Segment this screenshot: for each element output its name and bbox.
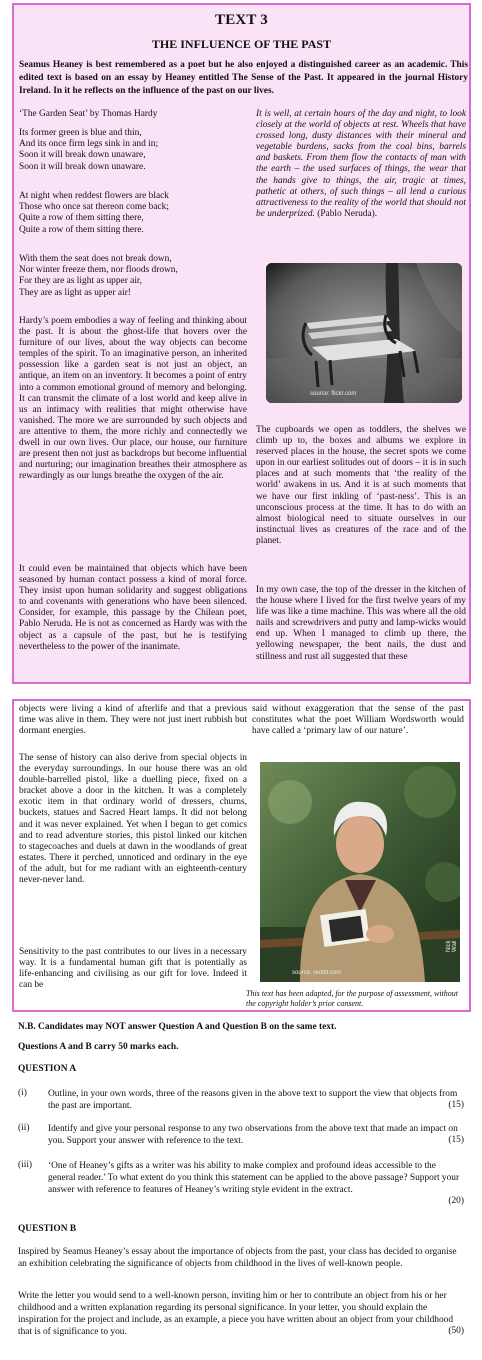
adapted-note: This text has been adapted, for the purpose of assessment, without the copyright holder’s prior consent. [246,989,458,1008]
left-paragraph-1: Hardy’s poem embodies a way of feeling and thinking about the past. It is about the ghost-life that hovers over the furniture of our lives, about the way objects can become temples of the spirit. To an imaginative person, an inherited possession like a garden seat is not just an object, an antique, an item on an inventory. It becomes a point of entry into a common emotional ground of memory and belonging. It can transmit the climate of a lost world and keep alive in us an intimacy with realities that might otherwise have vanished. The more we are surrounded by such objects and are attentive to them, the more richly and connectedly we dwell in our own lives. Our place, our house, our furniture are present then not just as backdrops but become influential and nurturing; our imagination breathes their atmosphere as rewardingly as our lungs breathe the oxygen of the air. [19,316,247,482]
right-paragraph-2: In my own case, the top of the dresser in the kitchen of the house where I lived for the first twelve years of my life was like a time machine. This was where all the old nails and screwdrivers and putty and lamp-wicks would end up. When I managed to climb up there, the yellowing newspaper, the bent nails, the dust and stillness and rust all suggested that these [256,585,466,662]
poem-stanza-2: At night when reddest flowers are black Those who once sat thereon come back; Quite a row of them sitting there, Quite a row of them sitting there. [19,191,169,235]
photo1-source: source: flickr.com [310,391,357,397]
poem-title: ‘The Garden Seat’ by Thomas Hardy [19,109,158,119]
seamus-heaney-portrait [260,762,460,982]
qa-3-number: (iii) [18,1160,33,1170]
qa-3-marks: (20) [448,1196,464,1206]
intro-paragraph: Seamus Heaney is best remembered as a poet but he also enjoyed a distinguished career as an academic. This edited text is based on an essay by Heaney entitled The Sense of the Past. It appeared in the journal History Ireland. In it he reflects on the influence of the past on our lives. [19,60,468,97]
neruda-quote-text: It is well, at certain hours of the day and night, to look closely at the world of objects at rest. Wheels that have crossed long, dusty distances with their mineral and vegetable burdens, sacks from the coal bins, barrels and baskets. From them flow the contacts of man with the earth – the used surfaces of things, the wear that the hands give to things, the air, tragic at times, pathetic at others, of such things – all lend a curious attractiveness to the reality of the world that should not be underprized. [256,109,466,219]
marks-note: Questions A and B carry 50 marks each. [18,1042,179,1052]
garden-seat-illustration [266,263,462,403]
photo2-source: source: reddit.com [292,970,342,976]
p2-left-paragraph-2: The sense of history can also derive from special objects in the everyday surroundings. In our house there was an old double-barrelled pistol, like a duelling piece, fixed on a bracket above a door in the kitchen. It was a completely exotic item in that ordinary world of dressers, churns, buckets, statues and Sacred Heart lamps. It did not belong and it was never explained. Yet when I began to get comics and to read adventure stories, this pistol linked our kitchen to stagecoaches and duels at dawn in the woodlands of great estates. There it perched, unnoticed and ordinary in the eye of the adult, but for me radiant with an eighteenth-century never-never land. [19,753,247,886]
qb-marks: (50) [448,1326,464,1336]
qb-paragraph-1: Inspired by Seamus Heaney’s essay about the importance of objects from the past, your class has decided to organise an exhibition celebrating the significance of objects from childhood in the lives of well-known people. [18,1247,457,1269]
qb-paragraph-2: Write the letter you would send to a well-known person, inviting him or her to contribute an object from his or her childhood and a written explanation regarding its personal significance. In your letter, you should explain the inspiration for the project and include, as an example, a piece you have written about an object from your childhood that is of significance to you. [18,1291,454,1337]
text-panel-page-2 [12,699,471,1012]
qa-3-text: ‘One of Heaney’s gifts as a writer was his ability to make complex and profound ideas accessible to the general reader.’ To what extent do you think this statement can be applied to the above passage? Support your answer with reference to features of Heaney’s writing style evident in the extract. [48,1161,460,1195]
photo2-credit: Nick Wall [446,940,458,952]
text-panel-page-1 [12,3,471,684]
qa-1-marks: (15) [448,1100,464,1110]
qa-2-text: Identify and give your personal response to any two observations from the above text that made an impact on you. Support your answer with reference to the text. [48,1124,458,1146]
qa-1-text: Outline, in your own words, three of the reasons given in the above text to support the view that objects from the past are important. [48,1089,458,1111]
garden-seat-photo [266,263,462,403]
p2-left-paragraph-3: Sensitivity to the past contributes to our lives in a necessary way. It is a fundamental human gift that is potentially as life-enhancing and civilising as our gift for love. Indeed it can be [19,947,247,991]
p2-right-paragraph-1: said without exaggeration that the sense of the past constitutes what the poet William Wordsworth would have called a ‘primary law of our nature’. [252,704,464,737]
text-number-heading: TEXT 3 [214,12,269,28]
poem-stanza-3: With them the seat does not break down, Nor winter freeze them, nor floods drown, For they are as light as upper air, They are as light as upper air! [19,254,178,298]
neruda-attribution: (Pablo Neruda). [317,208,378,219]
nb-note: N.B. Candidates may NOT answer Question A and Question B on the same text. [18,1022,337,1032]
question-b-heading: QUESTION B [18,1224,77,1234]
left-paragraph-2: It could even be maintained that objects which have been seasoned by human contact possess a kind of moral force. They insist upon human solidarity and suggest obligations to and covenants with generations who have been silenced. Consider, for example, this passage by the Chilean poet, Pablo Neruda. He is not as concerned as Hardy was with the object as a capsule of the past, but he is testifying nevertheless to the power of the inanimate. [19,564,247,652]
portrait-illustration [260,762,460,982]
right-paragraph-1: The cupboards we open as toddlers, the shelves we climb up to, the boxes and albums we explore in reserved places in the house, the secret spots we come upon in our earliest solitudes out of doors – it is in such places and at such moments that ‘the reality of the world’ awakens in us. And it is at such moments that we have our first inkling of ‘past-ness’. This is an unconscious process at the time. It has to do with an almost biological need to situate ourselves in our instinctual lives as creatures of the race and of the planet. [256,425,466,546]
qa-2-marks: (15) [448,1135,464,1145]
poem-stanza-1: Its former green is blue and thin, And its once firm legs sink in and in; Soon it will break down unaware, Soon it will break down unaware. [19,128,159,172]
neruda-quote [256,109,466,220]
qa-2-number: (ii) [18,1123,30,1133]
question-a-heading: QUESTION A [18,1064,77,1074]
essay-title: THE INFLUENCE OF THE PAST [151,37,332,51]
qa-1-number: (i) [18,1088,27,1098]
p2-left-paragraph-1: objects were living a kind of afterlife and that a previous time was alive in them. They were not just inert rubbish but dormant energies. [19,704,247,737]
